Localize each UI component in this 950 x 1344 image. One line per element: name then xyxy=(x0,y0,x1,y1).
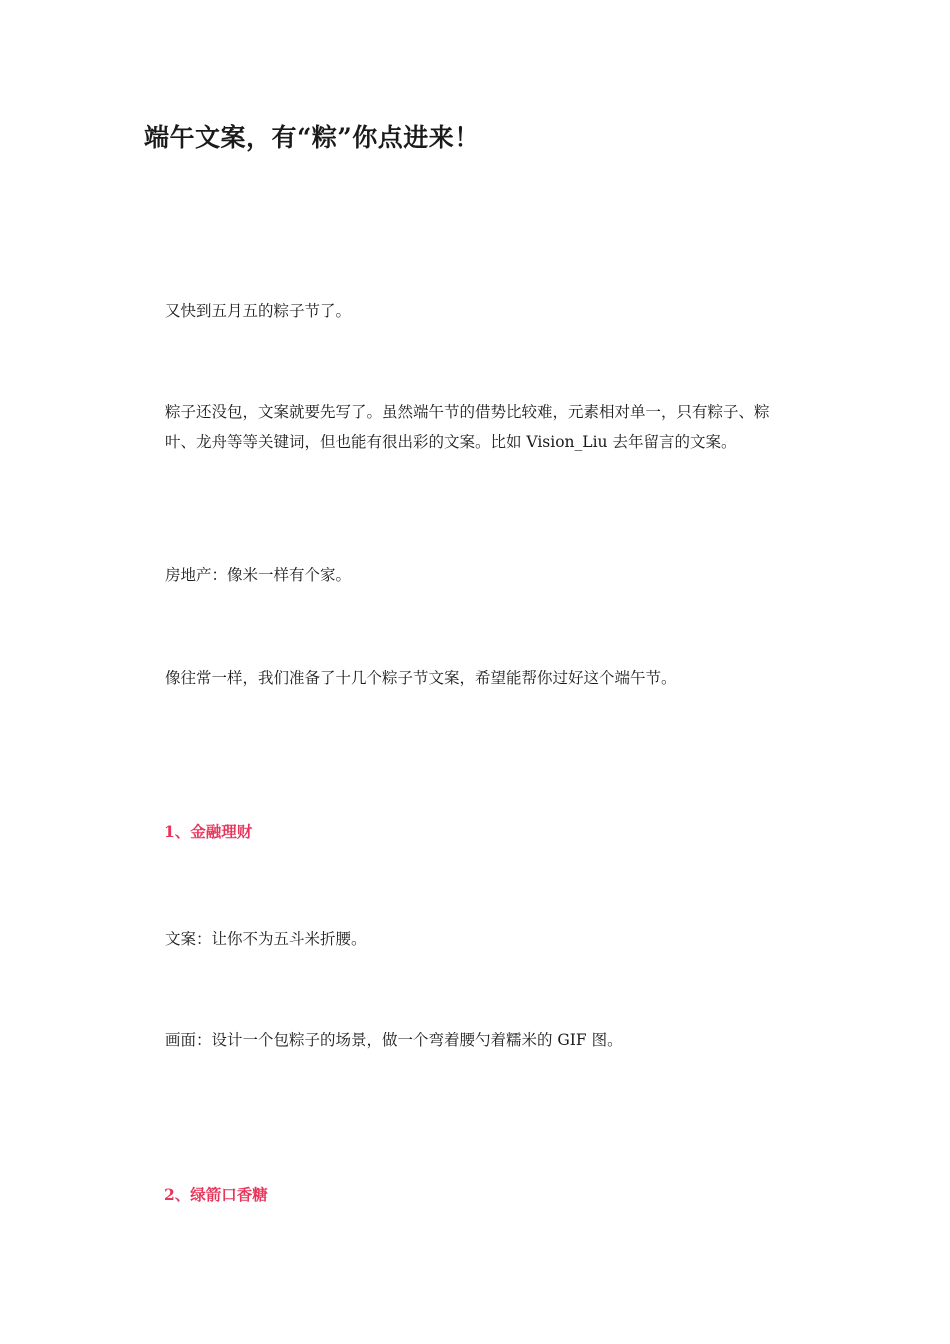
section-copy-line: 文案：让你不为五斗米折腰。 xyxy=(165,930,367,948)
intro-paragraph: 又快到五月五的粽子节了。 xyxy=(165,302,352,320)
summary-paragraph: 像往常一样，我们准备了十几个粽子节文案，希望能帮你过好这个端午节。 xyxy=(165,669,677,687)
section-heading-gum: 2、绿箭口香糖 xyxy=(164,1185,268,1204)
page-title: 端午文案，有“粽”你点进来！ xyxy=(144,123,480,152)
example-paragraph: 房地产：像米一样有个家。 xyxy=(165,566,352,584)
section-heading-finance: 1、金融理财 xyxy=(164,822,253,841)
body-paragraph: 粽子还没包，文案就要先写了。虽然端午节的借势比较难，元素相对单一，只有粽子、粽叶、龙舟等等关键词，但也能有很出彩的文案。比如 Vision_Liu 去年留言的文案。 xyxy=(165,403,770,451)
section-visual-line: 画面：设计一个包粽子的场景，做一个弯着腰勺着糯米的 GIF 图。 xyxy=(165,1031,623,1049)
